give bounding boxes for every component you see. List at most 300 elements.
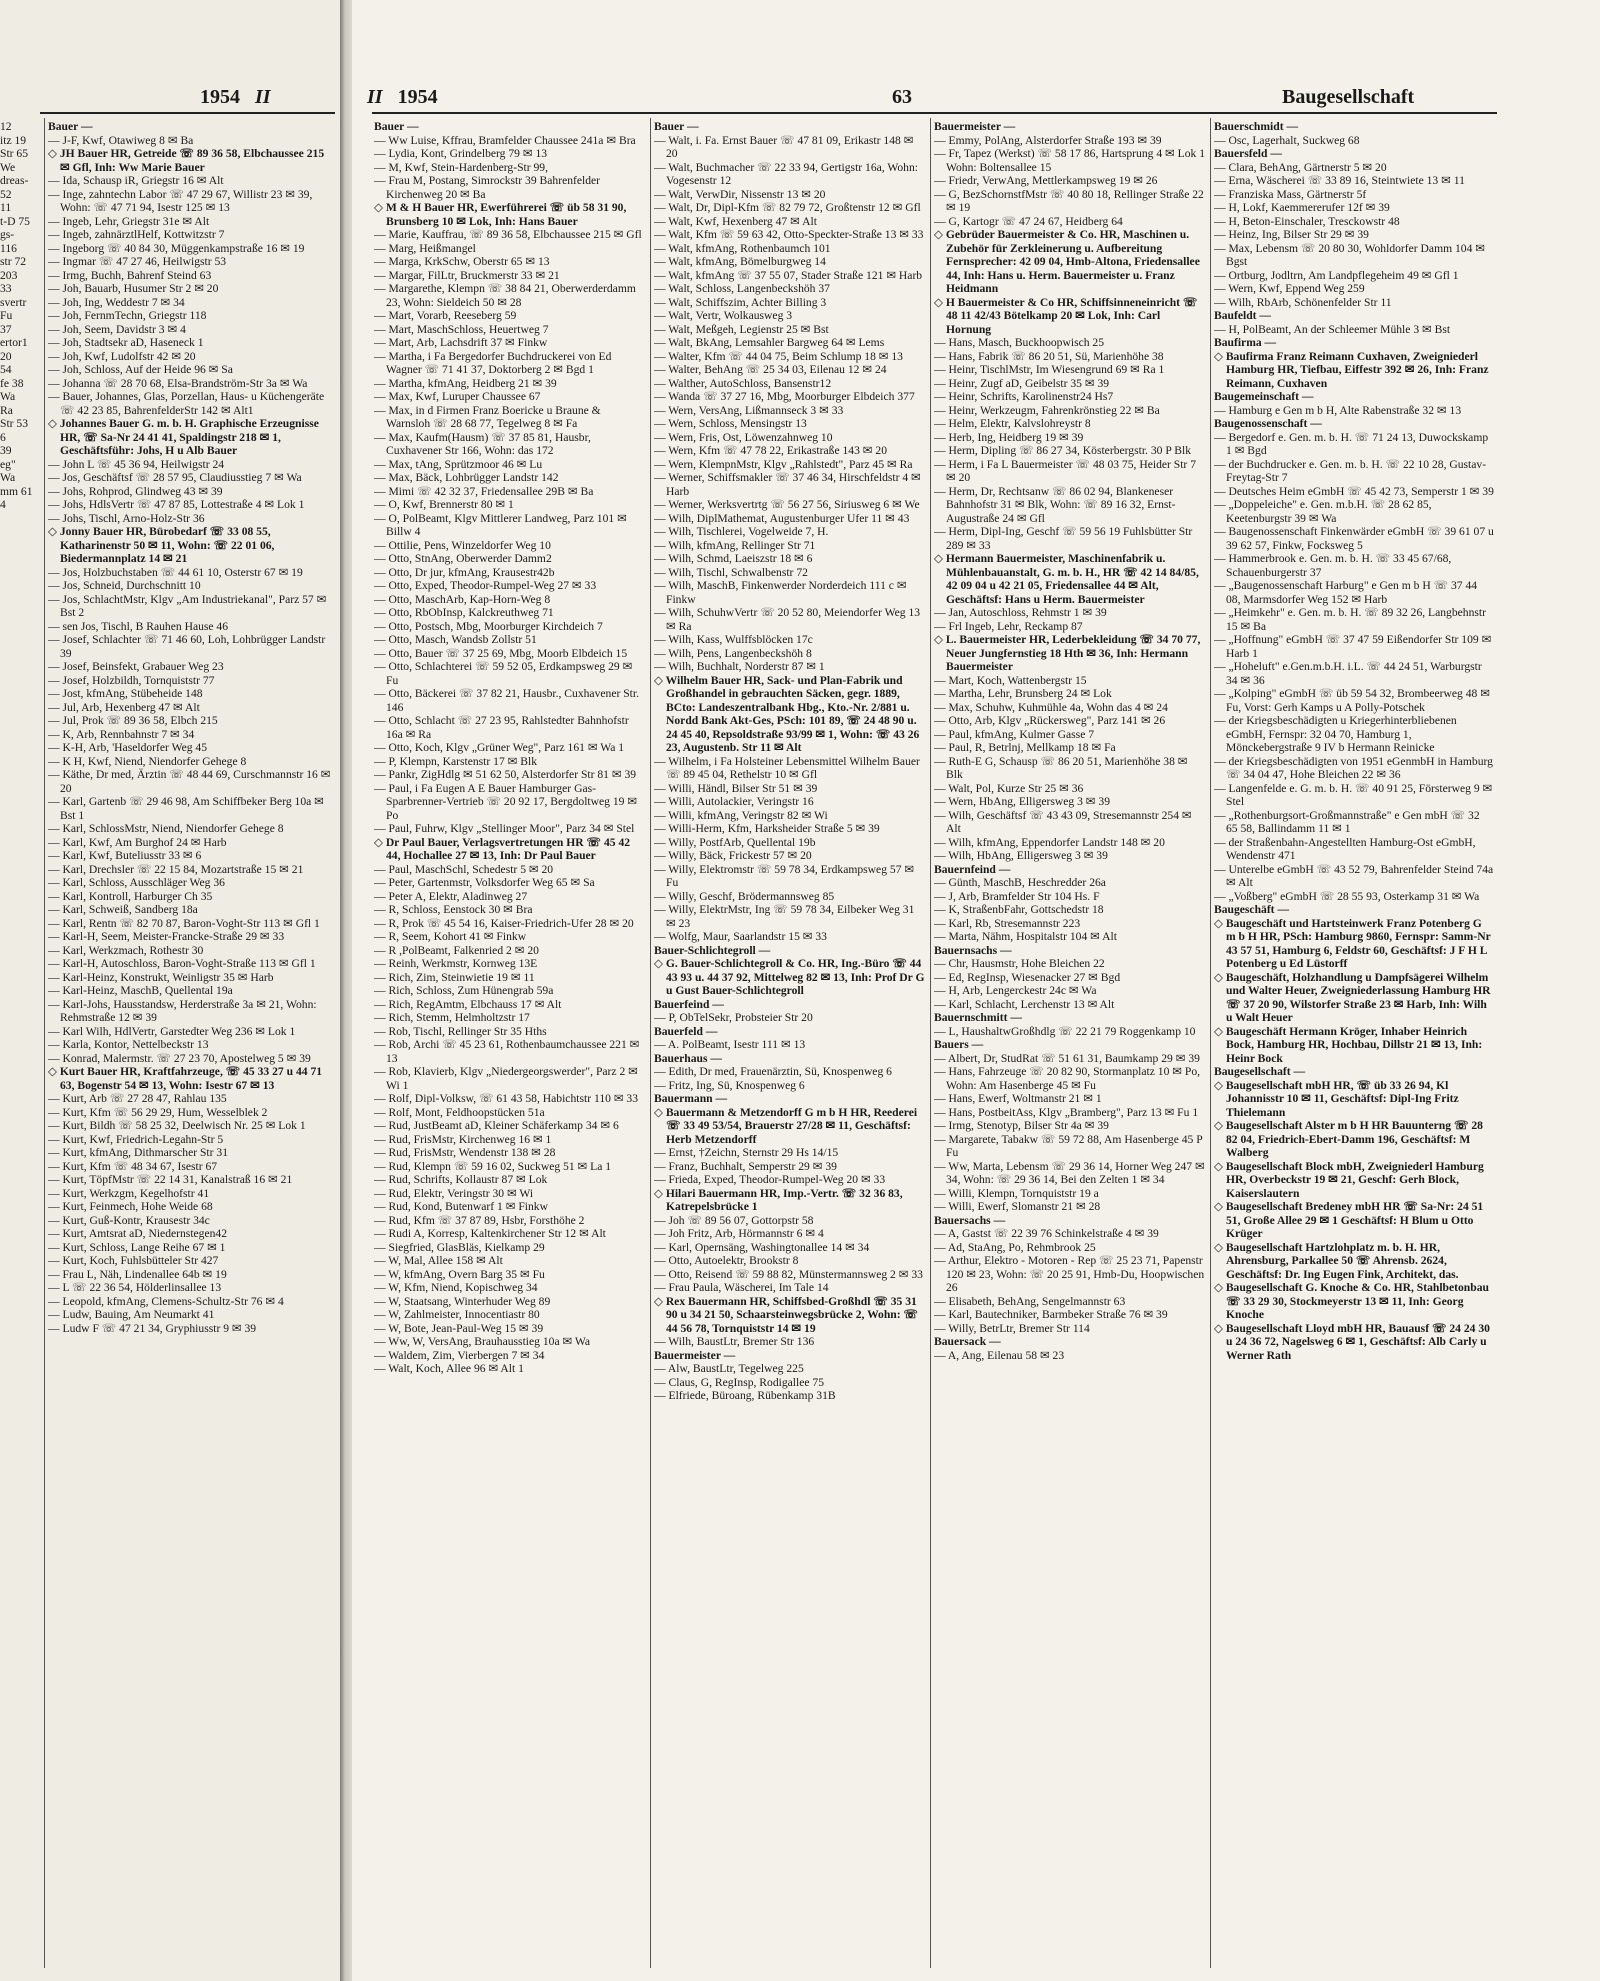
directory-entry: — Ingeb, zahnärztlHelf, Kottwitzstr 7 bbox=[48, 228, 225, 241]
directory-entry: — Rob, Klavierb, Klgv „Niedergeorgswerder", Parz 2 ✉ Wi 1 bbox=[374, 1065, 638, 1092]
directory-entry: ◇ Baugesellschaft Alster m b H HR Bauunterng ☏ 28 82 04, Friedrich-Ebert-Damm 196, Geschäftsf: M Walberg bbox=[1214, 1119, 1483, 1159]
directory-entry: — „Rothenburgsort-Großmannstraße" e Gen mbH ☏ 32 65 58, Ballindamm 11 ✉ 1 bbox=[1214, 808, 1480, 835]
directory-entry: — Wilh, BaustLtr, Bremer Str 136 bbox=[654, 1335, 815, 1348]
directory-entry: — Otto, Bäckerei ☏ 37 82 21, Hausbr., Cuxhavener Str. 146 bbox=[374, 687, 640, 714]
directory-entry: — Otto, Reisend ☏ 59 88 82, Münstermannsweg 2 ✉ 33 bbox=[654, 1267, 923, 1281]
directory-entry: — Ruth-E G, Schausp ☏ 86 20 51, Marienhöhe 38 ✉ Blk bbox=[934, 754, 1188, 781]
directory-entry: 33 bbox=[0, 282, 12, 295]
directory-entry: — Willi-Herm, Kfm, Harksheider Straße 5 ✉ 39 bbox=[654, 822, 880, 835]
directory-entry: — Marga, KrkSchw, Oberstr 65 ✉ 13 bbox=[374, 255, 550, 268]
directory-entry: — Paul, R, Betrlnj, Mellkamp 18 ✉ Fa bbox=[934, 741, 1116, 754]
directory-entry: — Walt, i. Fa. Ernst Bauer ☏ 47 81 09, Erikastr 148 ✉ 20 bbox=[654, 133, 914, 160]
directory-entry: — Hammerbrook e. Gen. m. b. H. ☏ 33 45 67/68, Schauenburgerstr 37 bbox=[1214, 552, 1452, 579]
directory-entry: — Kurt, Arb ☏ 27 28 47, Rahlau 135 bbox=[48, 1092, 227, 1105]
directory-entry: — Herm, Dr, Rechtsanw ☏ 86 02 94, Blankeneser Bahnhofstr 31 ✉ Blk, Wohn: ☏ 89 16 32, Ernst-Augustraße 24 ✉ Gfl bbox=[934, 484, 1176, 525]
directory-entry: ◇ Baugesellschaft G. Knoche & Co. HR, Stahlbetonbau ☏ 33 29 30, Stockmeyerstr 13 ✉ 11, Inh: Georg Knoche bbox=[1214, 1281, 1489, 1321]
directory-entry: ertor1 bbox=[0, 336, 28, 349]
directory-entry: — Elisabeth, BehAng, Sengelmannstr 63 bbox=[934, 1294, 1126, 1308]
directory-entry: — Karl, SchlossMstr, Niend, Niendorfer Gehege 8 bbox=[48, 822, 284, 835]
directory-entry: — Wilh, Kass, Wulffsblöcken 17c bbox=[654, 633, 813, 646]
directory-entry: — Martha, Lehr, Brunsberg 24 ✉ Lok bbox=[934, 687, 1112, 700]
directory-entry: — Willi, Ewerf, Slomanstr 21 ✉ 28 bbox=[934, 1200, 1101, 1213]
directory-entry: 203 bbox=[0, 268, 18, 282]
directory-entry: ◇ Baugesellschaft Block mbH, Zweigniederl Hamburg HR, Overbeckstr 19 ✉ 21, Geschf: Gerh Block, Kaiserslautern bbox=[1214, 1159, 1484, 1200]
directory-entry: — L, HaushaltwGroßhdlg ☏ 22 21 79 Roggenkamp 10 bbox=[934, 1024, 1196, 1038]
directory-entry: — Jos, Holzbuchstaben ☏ 44 61 10, Osterstr 67 ✉ 19 bbox=[48, 565, 303, 579]
directory-entry: — Joh, Seem, Davidstr 3 ✉ 4 bbox=[48, 322, 186, 336]
directory-entry: Baugenossenschaft — bbox=[1214, 417, 1322, 430]
right-page bbox=[352, 0, 1600, 1981]
directory-entry: — K, Arb, Rennbahnstr 7 ✉ 34 bbox=[48, 727, 195, 741]
directory-entry: — Heinr, Zugf aD, Geibelstr 35 ✉ 39 bbox=[934, 376, 1110, 390]
directory-entry: — Frau L, Näh, Lindenallee 64b ✉ 19 bbox=[48, 1267, 227, 1281]
directory-entry: — Rich, Zim, Steinwietie 19 ✉ 11 bbox=[374, 970, 535, 984]
directory-entry: — Unterelbe eGmbH ☏ 43 52 79, Bahrenfelder Steind 74a ✉ Alt bbox=[1214, 862, 1494, 889]
directory-entry: ◇ Gebrüder Bauermeister & Co. HR, Maschinen u. Zubehör für Zerkleinerung u. Aufbereitung Fernsprecher: 42 09 04, Hmb-Altona, Friedensallee 44, Inh: Hans u. Herm. Bauermeister u. Franz Heidmann bbox=[934, 228, 1200, 295]
directory-entry: — Jos, SchlachtMstr, Klgv „Am Industriekanal", Parz 57 ✉ Bst 2 bbox=[48, 592, 327, 619]
directory-entry: — Walter, BehAng ☏ 25 34 03, Eilenau 12 ✉ 24 bbox=[654, 363, 887, 376]
directory-entry: — Walt, Koch, Allee 96 ✉ Alt 1 bbox=[374, 1362, 524, 1375]
running-title: Baugesellschaft bbox=[1282, 86, 1415, 108]
directory-entry: — Walt, Meßgeh, Legienstr 25 ✉ Bst bbox=[654, 322, 829, 336]
directory-entry: — Otto, Dr jur, kfmAng, Krausestr42b bbox=[374, 565, 555, 579]
directory-entry: Bauer-Schlichtegroll — bbox=[654, 943, 771, 957]
left-volume: II bbox=[255, 86, 271, 108]
directory-entry: — Rob, Archi ☏ 45 23 61, Rothenbaumchaussee 221 ✉ 13 bbox=[374, 1038, 640, 1065]
directory-entry: ◇ JH Bauer HR, Getreide ☏ 89 36 58, Elbchaussee 215 ✉ Gfl, Inh: Ww Marie Bauer bbox=[48, 147, 325, 174]
directory-entry: — Walt, kfmAng, Bömelburgweg 14 bbox=[654, 255, 826, 268]
directory-entry: — Johs, Rohprod, Glindweg 43 ✉ 39 bbox=[48, 484, 223, 498]
book-gutter bbox=[340, 0, 352, 1981]
directory-entry: 37 bbox=[0, 322, 12, 336]
directory-entry: — Herm, Dipling ☏ 86 27 34, Kösterbergstr. 30 P Blk bbox=[934, 444, 1191, 457]
directory-entry: — Rich, Stemm, Helmholtzstr 17 bbox=[374, 1011, 530, 1024]
directory-entry: — Wern, Fris, Ost, Löwenzahnweg 10 bbox=[654, 430, 833, 444]
directory-entry: — Max, Schuhw, Kuhmühle 4a, Wohn das 4 ✉ 24 bbox=[934, 700, 1168, 714]
directory-entry: ◇ Johannes Bauer G. m. b. H. Graphische Erzeugnisse HR, ☏ Sa-Nr 24 41 41, Spaldingstr 218 ✉ 1, Geschäftsführ: Johs, H u Alb Bauer bbox=[48, 417, 319, 457]
directory-entry: — Walt, kfmAng, Rothenbaumch 101 bbox=[654, 241, 831, 255]
directory-entry: — Frl Ingeb, Lehr, Reckamp 87 bbox=[934, 619, 1083, 633]
directory-entry: — Karl-H, Autoschloss, Baron-Voght-Straße 113 ✉ Gfl 1 bbox=[48, 957, 316, 970]
directory-entry: — A, Ang, Eilenau 58 ✉ 23 bbox=[934, 1348, 1065, 1362]
directory-entry: — Herm, i Fa L Bauermeister ☏ 48 03 75, Heider Str 7 ✉ 20 bbox=[934, 457, 1196, 484]
left-column-rule bbox=[44, 118, 45, 1968]
directory-entry: — Max, tAng, Sprützmoor 46 ✉ Lu bbox=[374, 457, 543, 471]
directory-entry: — Rudi A, Korresp, Kaltenkirchener Str 12 ✉ Alt bbox=[374, 1227, 606, 1240]
column-rule-1 bbox=[650, 118, 651, 1968]
directory-entry: — Joh, Ing, Weddestr 7 ✉ 34 bbox=[48, 295, 185, 309]
directory-entry: — Willy, Geschf, Brödermannsweg 85 bbox=[654, 889, 835, 903]
directory-entry: — Heinz, Ing, Bilser Str 29 ✉ 39 bbox=[1214, 228, 1369, 241]
directory-entry: — Wern, Kfm ☏ 47 78 22, Erikastraße 143 ✉ 20 bbox=[654, 444, 888, 457]
directory-entry: — Erna, Wäscherei ☏ 33 89 16, Steintwiete 13 ✉ 11 bbox=[1214, 174, 1465, 187]
directory-entry: — Ludw F ☏ 47 21 34, Gryphiusstr 9 ✉ 39 bbox=[48, 1321, 257, 1335]
directory-entry: — Waldem, Zim, Vierbergen 7 ✉ 34 bbox=[374, 1348, 545, 1362]
directory-entry: — Kurt, kfmAng, Dithmarscher Str 31 bbox=[48, 1146, 228, 1159]
directory-entry: — Irmg, Buchh, Bahrenf Steind 63 bbox=[48, 268, 212, 282]
directory-entry: — Jan, Autoschloss, Rehmstr 1 ✉ 39 bbox=[934, 606, 1107, 619]
directory-entry: — M, Kwf, Stein-Hardenberg-Str 99, bbox=[374, 160, 548, 174]
directory-entry: — Wilh, SchuhwVertr ☏ 20 52 80, Meiendorfer Weg 13 ✉ Ra bbox=[654, 606, 921, 633]
directory-entry: — Frau Paula, Wäscherei, Im Tale 14 bbox=[654, 1281, 829, 1294]
directory-entry: — Bauer, Johannes, Glas, Porzellan, Haus- u Küchengeräte ☏ 42 23 85, BahrenfelderStr 142 ✉ Alt1 bbox=[48, 390, 325, 417]
directory-entry: — Jos, Geschäftsf ☏ 28 57 95, Claudiusstieg 7 ✉ Wa bbox=[48, 471, 302, 484]
directory-entry: — Elfriede, Büroang, Rübenkamp 31B bbox=[654, 1389, 836, 1402]
directory-entry: — Joh ☏ 89 56 07, Gottorpstr 58 bbox=[654, 1213, 814, 1227]
directory-entry: — Rud, Kond, Butenwarf 1 ✉ Finkw bbox=[374, 1200, 548, 1213]
directory-entry: — Paul, MaschSchl, Schedestr 5 ✉ 20 bbox=[374, 862, 554, 876]
directory-entry: — Willi, Autolackier, Veringstr 16 bbox=[654, 795, 814, 808]
directory-entry: — Paul, i Fa Eugen A E Bauer Hamburger Gas-Sparbrenner-Vertrieb ☏ 20 92 17, Bergdoltweg 19 ✉ Po bbox=[374, 781, 638, 822]
directory-entry: — Rolf, Dipl-Volksw, ☏ 61 43 58, Habichtstr 110 ✉ 33 bbox=[374, 1092, 639, 1105]
right-volume: II bbox=[367, 86, 383, 108]
directory-entry: — Fritz, Ing, Sü, Knospenweg 6 bbox=[654, 1078, 805, 1092]
directory-entry: — der Kriegsbeschädigten von 1951 eGenmbH in Hamburg ☏ 34 04 47, Hohe Bleichen 22 ✉ 36 bbox=[1214, 754, 1493, 781]
directory-entry: — P, ObTelSekr, Probsteier Str 20 bbox=[654, 1011, 813, 1024]
directory-entry: — Rich, Schloss, Zum Hünengrab 59a bbox=[374, 984, 554, 997]
directory-entry: — Josef, Beinsfekt, Grabauer Weg 23 bbox=[48, 660, 224, 673]
directory-entry: — Bergedorf e. Gen. m. b. H. ☏ 71 24 13, Duwockskamp 1 ✉ Bgd bbox=[1214, 430, 1489, 457]
directory-entry: ◇ Baugesellschaft Lloyd mbH HR, Bauausf ☏ 24 24 30 u 24 36 72, Nagelsweg 6 ✉ 1, Geschäftsf: Alb Carly u Werner Rath bbox=[1214, 1321, 1490, 1362]
directory-entry: — Joh, Kwf, Ludolfstr 42 ✉ 20 bbox=[48, 349, 196, 363]
directory-entry: — Kurt, Kfm ☏ 48 34 67, Isestr 67 bbox=[48, 1159, 218, 1173]
left-year: 1954 bbox=[200, 86, 240, 108]
directory-entry: — Karl-Heinz, Konstrukt, Weinligstr 35 ✉ Harb bbox=[48, 970, 274, 984]
directory-entry: — Langenfelde e. G. m. b. H. ☏ 40 91 25, Försterweg 9 ✉ Stel bbox=[1214, 781, 1493, 808]
directory-entry: — Otto, Bauer ☏ 37 25 69, Mbg, Moorb Elbdeich 15 bbox=[374, 646, 628, 660]
directory-entry: str 72 bbox=[0, 255, 27, 268]
left-header-rule bbox=[40, 112, 335, 114]
directory-entry: — Johs, Tischl, Arno-Holz-Str 36 bbox=[48, 511, 205, 525]
directory-entry: — Karl, Werkzmach, Rothestr 30 bbox=[48, 943, 204, 957]
directory-entry: — Jos, Schneid, Durchschnitt 10 bbox=[48, 579, 201, 592]
directory-entry: — Ww, W, VersAng, Brauhausstieg 10a ✉ Wa bbox=[374, 1335, 591, 1348]
directory-entry: — Chr, Hausmstr, Hohe Bleichen 22 bbox=[934, 957, 1105, 970]
directory-entry: — Kurt, Bildh ☏ 58 25 32, Deelwisch Nr. 25 ✉ Lok 1 bbox=[48, 1119, 306, 1132]
directory-entry: — Wilh, Schmd, Laeiszstr 18 ✉ 6 bbox=[654, 552, 813, 565]
directory-entry: — Karl, Rentn ☏ 82 70 87, Baron-Voght-Str 113 ✉ Gfl 1 bbox=[48, 916, 320, 930]
directory-entry: — Ludw, Bauing, Am Neumarkt 41 bbox=[48, 1308, 215, 1321]
directory-entry: ◇ Jonny Bauer HR, Bürobedarf ☏ 33 08 55, Katharinenstr 50 ✉ 11, Wohn: ☏ 22 01 06, Biedermannplatz 14 ✉ 21 bbox=[48, 525, 275, 565]
directory-entry: — Margarete, Tabakw ☏ 59 72 88, Am Hasenberge 45 P Fu bbox=[934, 1132, 1203, 1159]
directory-entry: — sen Jos, Tischl, B Rauhen Hause 46 bbox=[48, 619, 229, 633]
directory-entry: — Herb, Ing, Heidberg 19 ✉ 39 bbox=[934, 430, 1084, 444]
directory-entry: — Ww Luise, Kffrau, Bramfelder Chaussee 241a ✉ Bra bbox=[374, 133, 636, 147]
directory-entry: — Jul, Arb, Hexenberg 47 ✉ Alt bbox=[48, 700, 200, 714]
directory-entry: — Walt, Pol, Kurze Str 25 ✉ 36 bbox=[934, 781, 1084, 795]
directory-entry: — Paul, kfmAng, Kulmer Gasse 7 bbox=[934, 727, 1095, 741]
directory-entry: Baugemeinschaft — bbox=[1214, 390, 1314, 403]
directory-entry: 4 bbox=[0, 498, 6, 511]
directory-entry: 11 bbox=[0, 201, 12, 214]
directory-entry: — Osc, Lagerhalt, Suckweg 68 bbox=[1214, 133, 1360, 147]
directory-entry: — W, kfmAng, Overn Barg 35 ✉ Fu bbox=[374, 1267, 545, 1281]
directory-entry: — R ,PolBeamt, Falkenried 2 ✉ 20 bbox=[374, 943, 539, 957]
directory-entry: — der Buchdrucker e. Gen. m. b. H. ☏ 22 10 28, Gustav-Freytag-Str 7 bbox=[1214, 457, 1487, 484]
directory-entry: — Hans, Fahrzeuge ☏ 20 82 90, Stormanplatz 10 ✉ Po, Wohn: Am Hasenberge 45 ✉ Fu bbox=[934, 1065, 1201, 1092]
directory-entry: — Heinr, TischlMstr, Im Wiesengrund 69 ✉ Ra 1 bbox=[934, 363, 1165, 376]
directory-entry: itz 19 bbox=[0, 133, 27, 147]
directory-entry: — Wern, VersAng, Lißmannseck 3 ✉ 33 bbox=[654, 403, 844, 417]
directory-entry: — Karl-H, Seem, Meister-Francke-Straße 29 ✉ 33 bbox=[48, 930, 285, 943]
directory-entry: — G, Kartogr ☏ 47 24 67, Heidberg 64 bbox=[934, 214, 1123, 228]
directory-entry: — Otto, Schlacht ☏ 27 23 95, Rahlstedter Bahnhofstr 16a ✉ Ra bbox=[374, 714, 629, 741]
directory-entry: — K H, Kwf, Niend, Niendorfer Gehege 8 bbox=[48, 754, 247, 768]
directory-entry: — Kurt, Guß-Kontr, Krausestr 34c bbox=[48, 1213, 210, 1227]
directory-entry: — Franziska Mass, Gärtnerstr 5f bbox=[1214, 187, 1367, 201]
directory-entry: — Wilh, Tischlerei, Vogelweide 7, H. bbox=[654, 525, 829, 538]
directory-entry: t-D 75 bbox=[0, 214, 30, 228]
directory-entry: — Herm, Dipl-Ing, Geschf ☏ 59 56 19 Fuhlsbütter Str 289 ✉ 33 bbox=[934, 525, 1193, 552]
directory-entry: — Walt, Dr, Dipl-Kfm ☏ 82 79 72, Großtenstr 12 ✉ Gfl bbox=[654, 201, 921, 214]
directory-entry: — Frau M, Postang, Simrockstr 39 Bahrenfelder Kirchenweg 20 ✉ Ba bbox=[374, 174, 601, 201]
directory-entry: — G, BezSchornstfMstr ☏ 40 80 18, Rellinger Straße 22 ✉ 19 bbox=[934, 187, 1204, 214]
page-number: 63 bbox=[892, 86, 912, 108]
directory-entry: — Friedr, VerwAng, Mettlerkampsweg 19 ✉ 26 bbox=[934, 174, 1158, 187]
left-main-column bbox=[48, 120, 333, 1970]
directory-entry: — Ottilie, Pens, Winzeldorfer Weg 10 bbox=[374, 538, 551, 552]
directory-entry: — Rud, JustBeamt aD, Kleiner Schäferkamp 34 ✉ 6 bbox=[374, 1119, 619, 1132]
directory-entry: — Wanda ☏ 37 27 16, Mbg, Moorburger Elbdeich 377 bbox=[654, 390, 915, 403]
directory-entry: Wa bbox=[0, 471, 16, 484]
directory-entry: — Kurt, Kfm ☏ 56 29 29, Hum, Wesselblek 2 bbox=[48, 1105, 268, 1119]
directory-entry: Baufeldt — bbox=[1214, 309, 1272, 322]
directory-entry: Bauersack — bbox=[934, 1335, 1001, 1348]
directory-entry: — Karl, Kwf, Buteliusstr 33 ✉ 6 bbox=[48, 849, 202, 862]
directory-entry: — W, Staatsang, Winterhuder Weg 89 bbox=[374, 1294, 551, 1308]
directory-entry: — Albert, Dr, StudRat ☏ 51 61 31, Baumkamp 29 ✉ 39 bbox=[934, 1051, 1200, 1065]
directory-entry: — Hans, Ewerf, Woltmanstr 21 ✉ 1 bbox=[934, 1092, 1102, 1105]
directory-entry: — Fr, Tapez (Werkst) ☏ 58 17 86, Hartsprung 4 ✉ Lok 1 Wohn: Boltensallee 15 bbox=[934, 147, 1206, 174]
directory-entry: — Rud, Kfm ☏ 37 87 89, Hsbr, Forsthöhe 2 bbox=[374, 1213, 585, 1227]
directory-entry: Bauers — bbox=[934, 1038, 984, 1051]
directory-entry: — Alw, BaustLtr, Tegelweg 225 bbox=[654, 1362, 804, 1375]
directory-entry: — Wilh, DiplMathemat, Augustenburger Ufer 11 ✉ 43 bbox=[654, 511, 910, 525]
directory-entry: — Siegfried, GlasBläs, Kielkamp 29 bbox=[374, 1240, 545, 1254]
directory-entry: — Mart, Koch, Wattenbergstr 15 bbox=[934, 673, 1087, 687]
directory-entry: — Mart, MaschSchloss, Heuertweg 7 bbox=[374, 322, 549, 336]
directory-entry: — Wilh, HbAng, Elligersweg 3 ✉ 39 bbox=[934, 849, 1108, 862]
directory-entry: Bauersfeld — bbox=[1214, 147, 1282, 160]
directory-entry: — Joh, Bauarb, Husumer Str 2 ✉ 20 bbox=[48, 282, 219, 295]
directory-entry: — Paul, Fuhrw, Klgv „Stellinger Moor", Parz 34 ✉ Stel bbox=[374, 822, 635, 835]
directory-column-2 bbox=[654, 120, 926, 1970]
directory-entry: — Willy, PostfArb, Quellental 19b bbox=[654, 835, 816, 849]
directory-entry: — der Straßenbahn-Angestellten Hamburg-Ost eGmbH, Wendenstr 471 bbox=[1214, 835, 1476, 862]
directory-entry: — Irmg, Stenotyp, Bilser Str 4a ✉ 39 bbox=[934, 1119, 1109, 1132]
directory-entry: — Peter, Gartenmstr, Volksdorfer Weg 65 ✉ Sa bbox=[374, 876, 595, 889]
directory-entry: Bauer — bbox=[374, 120, 419, 133]
directory-entry: Ra bbox=[0, 403, 13, 417]
directory-entry: mm 61 bbox=[0, 484, 33, 498]
directory-entry: — Karla, Kontor, Nettelbeckstr 13 bbox=[48, 1038, 209, 1051]
directory-entry: — Ingmar ☏ 47 27 46, Heilwigstr 53 bbox=[48, 255, 227, 268]
directory-entry: ◇ Baufirma Franz Reimann Cuxhaven, Zweigniederl Hamburg HR, Tiefbau, Eiffestr 392 ✉ 26, Inh: Franz Reimann, Cuxhaven bbox=[1214, 349, 1489, 390]
directory-entry: — Kurt, TöpfMstr ☏ 22 14 31, Kanalstraß 16 ✉ 21 bbox=[48, 1173, 293, 1186]
left-running-head bbox=[200, 86, 271, 109]
directory-entry: — Wilh, Tischl, Schwalbenstr 72 bbox=[654, 565, 808, 579]
directory-entry: — Wilh, Pens, Langenbeckshöh 8 bbox=[654, 646, 812, 660]
directory-entry: — Max, Bäck, Lohbrügger Landstr 142 bbox=[374, 471, 559, 484]
directory-entry: Bauerschmidt — bbox=[1214, 120, 1299, 133]
directory-entry: Fu bbox=[0, 309, 13, 322]
directory-entry: — Karl, Kwf, Am Burghof 24 ✉ Harb bbox=[48, 835, 227, 849]
directory-entry: — R, Prok ☏ 45 54 16, Kaiser-Friedrich-Ufer 28 ✉ 20 bbox=[374, 916, 634, 930]
directory-entry: — Marie, Kauffrau, ☏ 89 36 58, Elbchaussee 215 ✉ Gfl bbox=[374, 228, 642, 241]
directory-entry: Bauermann — bbox=[654, 1092, 728, 1105]
directory-entry: — P, Klempn, Karstenstr 17 ✉ Blk bbox=[374, 754, 538, 768]
directory-entry: — O, Kwf, Brennerstr 80 ✉ 1 bbox=[374, 498, 514, 511]
directory-entry: — Walt, kfmAng ☏ 37 55 07, Stader Straße 121 ✉ Harb bbox=[654, 268, 923, 282]
directory-entry: — Ad, StaAng, Po, Rehmbrook 25 bbox=[934, 1240, 1096, 1254]
directory-entry: — Karl, Bautechniker, Barmbeker Straße 76 ✉ 39 bbox=[934, 1308, 1168, 1321]
directory-entry: eg" bbox=[0, 457, 16, 471]
directory-entry: — Willy, Elektromstr ☏ 59 78 34, Erdkampsweg 57 ✉ Fu bbox=[654, 862, 915, 889]
directory-column-1 bbox=[374, 120, 646, 1970]
directory-entry: — Max, Kwf, Luruper Chaussee 67 bbox=[374, 390, 541, 403]
directory-entry: — Heinr, Werkzeugm, Fahrenkrönstieg 22 ✉ Ba bbox=[934, 403, 1160, 417]
directory-entry: ◇ Wilhelm Bauer HR, Sack- und Plan-Fabrik und Großhandel in gebrauchten Säcken, gegr. 1889, BCto: Landeszentralbank Hbg., Kto.-Nr. 2/881 u. Nordd Bank Akt-Ges, PSch: 101 89, ☏ 24 48 90 u. 24 45 40, Repsoldstraße 93/99 ✉ 1, Wohn: ☏ 43 26 23, Augustenb. Str 11 ✉ Alt bbox=[654, 673, 920, 754]
directory-entry: ◇ L. Bauermeister HR, Lederbekleidung ☏ 34 70 77, Neuer Jungfernstieg 18 Hth ✉ 36, Inh: Hermann Bauermeister bbox=[934, 633, 1201, 673]
directory-entry: — Walter, Kfm ☏ 44 04 75, Beim Schlump 18 ✉ 13 bbox=[654, 349, 903, 363]
directory-entry: — Claus, G, RegInsp, Rodigallee 75 bbox=[654, 1375, 825, 1389]
directory-entry: — Deutsches Heim eGmbH ☏ 45 42 73, Semperstr 1 ✉ 39 bbox=[1214, 484, 1494, 498]
directory-entry: — H, Lokf, Kaemmererufer 12f ✉ 39 bbox=[1214, 201, 1390, 214]
directory-entry: — Willy, BetrLtr, Bremer Str 114 bbox=[934, 1321, 1090, 1335]
directory-entry: — Mart, Arb, Lachsdrift 37 ✉ Finkw bbox=[374, 336, 548, 349]
directory-entry: — Walt, Schloss, Langenbeckshöh 37 bbox=[654, 282, 830, 295]
directory-entry: — Günth, MaschB, Heschredder 26a bbox=[934, 876, 1106, 889]
directory-entry: Baugesellschaft — bbox=[1214, 1065, 1306, 1078]
directory-entry: — Helm, Elektr, Kalvslohreystr 8 bbox=[934, 417, 1091, 430]
directory-entry: — Otto, RbObInsp, Kalckreuthweg 71 bbox=[374, 606, 554, 619]
directory-entry: fe 38 bbox=[0, 376, 24, 390]
directory-entry: — Walt, VerwDir, Nissenstr 13 ✉ 20 bbox=[654, 187, 826, 201]
directory-entry: Bauernfeind — bbox=[934, 862, 1011, 876]
directory-entry: ◇ Baugeschäft und Hartsteinwerk Franz Potenberg G m b H HR, PSch: Hamburg 9860, Fernspr: Samm-Nr 43 57 51, Hamburg 6, Feldstr 60, Geschäftsf: J F H L Potenberg u Ed Lüstorff bbox=[1214, 916, 1491, 970]
directory-entry: — „Kolping" eGmbH ☏ üb 59 54 32, Brombeerweg 48 ✉ Fu, Vorst: Gerh Kamps u A Polly-Potschek bbox=[1214, 687, 1490, 714]
directory-entry: — Josef, Holzbildh, Tornquiststr 77 bbox=[48, 673, 215, 687]
directory-entry: ◇ Kurt Bauer HR, Kraftfahrzeuge, ☏ 45 33 27 u 44 71 63, Bogenstr 54 ✉ 13, Wohn: Isestr 67 ✉ 13 bbox=[48, 1065, 323, 1092]
directory-entry: — Werner, Schiffsmakler ☏ 37 46 34, Hirschfeldstr 4 ✉ Harb bbox=[654, 471, 921, 498]
directory-entry: Wa bbox=[0, 390, 16, 403]
directory-entry: Baufirma — bbox=[1214, 336, 1277, 349]
directory-entry: — H, Beton-Einschaler, Tresckowstr 48 bbox=[1214, 214, 1400, 228]
directory-entry: — Wilh, Geschäftsf ☏ 43 43 09, Stresemannstr 254 ✉ Alt bbox=[934, 808, 1192, 835]
directory-entry: — Wilh, MaschB, Finkenwerder Norderdeich 111 c ✉ Finkw bbox=[654, 579, 907, 606]
directory-entry: — Lydia, Kont, Grindelberg 79 ✉ 13 bbox=[374, 147, 548, 160]
directory-entry: svertr bbox=[0, 295, 27, 309]
directory-entry: ◇ Baugesellschaft Hartzlohplatz m. b. H. HR, Ahrensburg, Parkallee 50 ☏ Ahrensb. 2624, Geschäftsf: Dr. Ing Eugen Fink, Architekt, das. bbox=[1214, 1240, 1459, 1281]
directory-entry: — „Hoffnung" eGmbH ☏ 37 47 59 Eißendorfer Str 109 ✉ Harb 1 bbox=[1214, 633, 1492, 660]
directory-entry: — Martha, kfmAng, Heidberg 21 ✉ 39 bbox=[374, 376, 557, 390]
directory-entry: ◇ Baugesellschaft Bredeney mbH HR ☏ Sa-Nr: 24 51 51, Große Allee 29 ✉ 1 Geschäftsf: H Blum u Otto Krüger bbox=[1214, 1200, 1484, 1240]
directory-entry: — Ingeb, Lehr, Griegstr 31e ✉ Alt bbox=[48, 214, 210, 228]
directory-entry: — Rob, Tischl, Rellinger Str 35 Hths bbox=[374, 1024, 547, 1038]
directory-entry: ◇ Baugesellschaft mbH HR, ☏ üb 33 26 94, Kl Johannisstr 10 ✉ 11, Geschäftsf: Dipl-Ing Fritz Thielemann bbox=[1214, 1078, 1459, 1119]
directory-entry: — Karl, Opernsäng, Washingtonallee 14 ✉ 34 bbox=[654, 1240, 870, 1254]
directory-entry: — Otto, Exped, Theodor-Rumpel-Weg 27 ✉ 33 bbox=[374, 579, 597, 592]
directory-entry: — R, Schloss, Eenstock 30 ✉ Bra bbox=[374, 903, 533, 916]
directory-entry: — Walt, BkAng, Lemsahler Bargweg 64 ✉ Lems bbox=[654, 336, 885, 349]
directory-entry: — R, Seem, Kohort 41 ✉ Finkw bbox=[374, 930, 527, 943]
directory-entry: — Jul, Prok ☏ 89 36 58, Elbch 215 bbox=[48, 714, 218, 727]
directory-entry: — Rolf, Mont, Feldhoopstücken 51a bbox=[374, 1105, 545, 1119]
directory-entry: — Karl Wilh, HdlVertr, Garstedter Weg 236 ✉ Lok 1 bbox=[48, 1024, 296, 1038]
directory-entry: — der Kriegsbeschädigten u Kriegerhinterbliebenen eGmbH, Fernspr: 32 04 70, Hamburg 1, Mönckebergstraße 9 IV b Hermann Reinicke bbox=[1214, 714, 1457, 754]
directory-entry: — Wilh, kfmAng, Rellinger Str 71 bbox=[654, 538, 816, 552]
directory-entry: dreas- bbox=[0, 174, 29, 187]
directory-entry: — Wern, Kwf, Eppend Weg 259 bbox=[1214, 282, 1365, 295]
directory-entry: — John L ☏ 45 36 94, Heilwigstr 24 bbox=[48, 457, 225, 471]
directory-entry: — Joh Fritz, Arb, Hörmannstr 6 ✉ 4 bbox=[654, 1227, 824, 1240]
directory-entry: — Otto, Schlachterei ☏ 59 52 05, Erdkampsweg 29 ✉ Fu bbox=[374, 660, 633, 687]
directory-entry: — Otto, Masch, Wandsb Zollstr 51 bbox=[374, 633, 537, 646]
directory-entry: — Joh, Stadtsekr aD, Haseneck 1 bbox=[48, 336, 204, 349]
directory-entry: — Hans, PostbeitAss, Klgv „Bramberg", Parz 13 ✉ Fu 1 bbox=[934, 1105, 1199, 1119]
directory-entry: — K, StraßenbFahr, Gottschedstr 18 bbox=[934, 903, 1104, 916]
directory-entry: ◇ G. Bauer-Schlichtegroll & Co. HR, Ing.-Büro ☏ 44 43 93 u. 44 37 92, Mittelweg 82 ✉ 13, Inh: Prof Dr G u Gust Bauer-Schlichtegroll bbox=[654, 957, 925, 997]
directory-entry: ◇ Hermann Bauermeister, Maschinenfabrik u. Mühlenbauanstalt, G. m. b. H., HR ☏ 42 14 84/85, 42 09 04 u 42 21 05, Friedensallee 44 ✉ Alt, Geschäftsf: Hans u Herm. Bauermeister bbox=[934, 552, 1199, 606]
directory-entry: Str 65 bbox=[0, 147, 29, 160]
directory-entry: — Karl, Drechsler ☏ 22 15 84, Mozartstraße 15 ✉ 21 bbox=[48, 862, 304, 876]
directory-entry: ◇ Bauermann & Metzendorff G m b H HR, Reederei ☏ 33 49 53/54, Brauerstr 27/28 ✉ 11, Geschäftsf: Herb Metzendorff bbox=[654, 1105, 918, 1146]
directory-entry: — Edith, Dr med, Frauenärztin, Sü, Knospenweg 6 bbox=[654, 1065, 892, 1078]
directory-entry: — Joh, FernmTechn, Griegstr 118 bbox=[48, 309, 207, 322]
directory-entry: Baugeschäft — bbox=[1214, 903, 1290, 916]
directory-entry: — Ww, Marta, Lebensm ☏ 29 36 14, Horner Weg 247 ✉ 34, Wohn: ☏ 29 36 14, Bei den Zelten 1 ✉ 34 bbox=[934, 1159, 1205, 1186]
directory-entry: Bauer — bbox=[48, 120, 93, 133]
directory-entry: 52 bbox=[0, 187, 12, 201]
directory-entry: — Walther, AutoSchloss, Bansenstr12 bbox=[654, 376, 832, 390]
directory-entry: — Werner, Werksvertrtg ☏ 56 27 56, Siriusweg 6 ✉ We bbox=[654, 498, 920, 511]
directory-entry: — Wilhelm, i Fa Holsteiner Lebensmittel Wilhelm Bauer ☏ 89 45 04, Rethelstr 10 ✉ Gfl bbox=[654, 754, 920, 781]
directory-entry: — Kurt, Werkzgm, Kegelhofstr 41 bbox=[48, 1186, 210, 1200]
directory-entry: Bauer — bbox=[654, 120, 699, 133]
directory-entry: — Wern, KlempnMstr, Klgv „Rahlstedt", Parz 45 ✉ Ra bbox=[654, 457, 913, 471]
directory-entry: — „Heimkehr" e. Gen. m. b. H. ☏ 89 32 26, Langbehnstr 15 ✉ Ba bbox=[1214, 606, 1486, 633]
directory-entry: Bauermeister — bbox=[934, 120, 1016, 133]
directory-entry: ◇ H Bauermeister & Co HR, Schiffsinneneinricht ☏ 48 11 42/43 Bötelkamp 20 ✉ Lok, Inh: Carl Hornung bbox=[934, 295, 1198, 336]
directory-entry: — „Hoheluft" e.Gen.m.b.H. i.L. ☏ 44 24 51, Warburgstr 34 ✉ 36 bbox=[1214, 660, 1482, 687]
directory-entry: — Otto, Autoelektr, Brookstr 8 bbox=[654, 1254, 799, 1267]
directory-entry: — Johs, HdlsVertr ☏ 47 87 85, Lottestraße 4 ✉ Lok 1 bbox=[48, 498, 305, 511]
directory-entry: — Ortburg, Jodltrn, Am Landpflegeheim 49 ✉ Gfl 1 bbox=[1214, 268, 1459, 282]
left-page bbox=[0, 0, 340, 1981]
directory-entry: — Martha, i Fa Bergedorfer Buchdruckerei von Ed Wagner ☏ 71 41 37, Doktorberg 2 ✉ Bgd 1 bbox=[374, 349, 612, 376]
directory-entry: — Inge, zahntechn Labor ☏ 47 29 67, Willistr 23 ✉ 39, Wohn: ☏ 47 71 94, Isestr 125 ✉ 13 bbox=[48, 187, 313, 214]
directory-entry: — „Baugenossenschaft Harburg" e Gen m b H ☏ 37 44 08, Marmsdorfer Weg 152 ✉ Harb bbox=[1214, 579, 1478, 606]
directory-entry: We bbox=[0, 160, 16, 174]
directory-entry: — Wilh, kfmAng, Eppendorfer Landstr 148 ✉ 20 bbox=[934, 835, 1165, 849]
directory-entry: — Max, Lebensm ☏ 20 80 30, Wohldorfer Damm 104 ✉ Bgst bbox=[1214, 241, 1486, 268]
directory-entry: — J, Arb, Bramfelder Str 104 Hs. F bbox=[934, 889, 1100, 903]
right-year: 1954 bbox=[397, 86, 438, 108]
directory-entry: — Marta, Nähm, Hospitalstr 104 ✉ Alt bbox=[934, 930, 1117, 943]
directory-entry: — Karl, Schlacht, Lerchenstr 13 ✉ Alt bbox=[934, 997, 1115, 1011]
directory-entry: — Mimi ☏ 42 32 37, Friedensallee 29B ✉ Ba bbox=[374, 484, 594, 498]
directory-entry: — Otto, StnAng, Oberwerder Damm2 bbox=[374, 552, 552, 565]
directory-entry: 54 bbox=[0, 363, 12, 376]
directory-entry: — A. PolBeamt, Isestr 111 ✉ 13 bbox=[654, 1038, 806, 1051]
directory-entry: — Karl, Schloss, Ausschläger Weg 36 bbox=[48, 876, 225, 889]
directory-entry: — Wolfg, Maur, Saarlandstr 15 ✉ 33 bbox=[654, 930, 827, 943]
directory-entry: — H, PolBeamt, An der Schleemer Mühle 3 ✉ Bst bbox=[1214, 322, 1451, 336]
directory-entry: — Otto, Postsch, Mbg, Moorburger Kirchdeich 7 bbox=[374, 619, 603, 633]
directory-entry: — Walt, Kfm ☏ 59 63 42, Otto-Speckter-Straße 13 ✉ 33 bbox=[654, 228, 924, 241]
directory-entry: — Rud, Schrifts, Kollaustr 87 ✉ Lok bbox=[374, 1173, 548, 1186]
directory-entry: ◇ Baugeschäft Hermann Kröger, Inhaber Heinrich Bock, Hamburg HR, Hochbau, Dillstr 21 ✉ 13, Inh: Heinr Bock bbox=[1214, 1024, 1483, 1065]
